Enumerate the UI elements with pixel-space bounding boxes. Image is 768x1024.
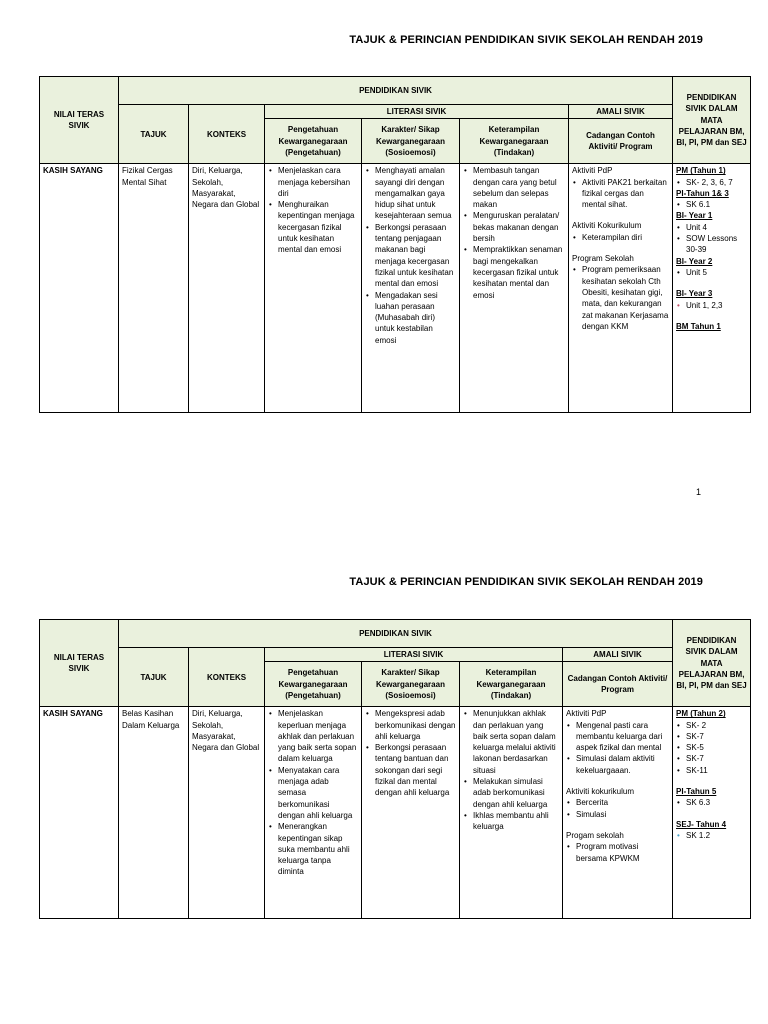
cell-keterampilan bbox=[460, 164, 569, 413]
list-item: • Menghayati amalan sayangi diri dengan mengamalkan gaya hidup sihat untuk kesejahteraan semua bbox=[375, 165, 456, 221]
header-keterampilan: Keterampilan Kewarganegaraan (Tindakan) bbox=[460, 662, 563, 707]
list-item: • Unit 4 bbox=[686, 222, 747, 233]
header-cadangan: Cadangan Contoh Aktiviti/ Program bbox=[569, 119, 673, 164]
list-item: • Keterampilan diri bbox=[582, 232, 669, 243]
list-item: • SK-11 bbox=[686, 765, 747, 776]
cell-mata-pelajaran bbox=[673, 707, 751, 919]
list-item: • Menguruskan peralatan/ bekas makanan dengan bersih bbox=[473, 210, 565, 244]
header-nilai-teras: NILAI TERAS SIVIK bbox=[40, 620, 119, 707]
header-pengetahuan: Pengetahuan Kewarganegaraan (Pengetahuan) bbox=[265, 119, 362, 164]
list-item: • Aktiviti PAK21 berkaitan fizikal cergas dan mental sihat. bbox=[582, 177, 669, 211]
list-item: • Bercerita bbox=[576, 797, 669, 808]
list-item: • Program pemeriksaan kesihatan sekolah Cth Obesiti, kesihatan gigi, mata, dan kekurangan zat makanan Kerjasama dengan KKM bbox=[582, 264, 669, 332]
header-nilai-teras: NILAI TERAS SIVIK bbox=[40, 77, 119, 164]
amali-heading: Aktiviti Kokurikulum bbox=[572, 221, 642, 231]
cell-karakter bbox=[362, 707, 460, 919]
document-title: TAJUK & PERINCIAN PENDIDIKAN SIVIK SEKOLAH RENDAH 2019 bbox=[349, 576, 703, 588]
list-item: • SK- 2 bbox=[686, 720, 747, 731]
cell-tajuk: Belas Kasihan Dalam Keluarga bbox=[119, 707, 189, 919]
subject-heading: BM Tahun 1 bbox=[676, 321, 721, 331]
amali-heading: Program Sekolah bbox=[572, 254, 634, 264]
list-item: • Menghuraikan kepentingan menjaga kecergasan fizikal untuk kesihatan mental dan emosi bbox=[278, 199, 358, 255]
civics-table bbox=[39, 76, 751, 413]
cell-nilai: KASIH SAYANG bbox=[40, 164, 119, 413]
list-item: • Mengekspresi adab berkomunikasi dengan ahli keluarga bbox=[375, 708, 456, 742]
list-item: • SK-5 bbox=[686, 742, 747, 753]
subject-heading: BI- Year 2 bbox=[676, 256, 713, 266]
list-item: • Simulasi dalam aktiviti kekeluargaaan. bbox=[576, 753, 669, 776]
cell-nilai: KASIH SAYANG bbox=[40, 707, 119, 919]
list-item: • Menunjukkan akhlak dan perlakuan yang baik serta sopan dalam keluarga melalui aktiviti lakonan berdasarkan situasi bbox=[473, 708, 559, 776]
list-item: • Ikhlas membantu ahli keluarga bbox=[473, 810, 559, 833]
header-tajuk: TAJUK bbox=[119, 648, 189, 707]
header-pendidikan-sivik: PENDIDIKAN SIVIK bbox=[119, 620, 673, 648]
amali-heading: Progam sekolah bbox=[566, 830, 624, 840]
subject-heading: PM (Tahun 1) bbox=[676, 166, 726, 176]
cell-karakter bbox=[362, 164, 460, 413]
header-karakter: Karakter/ Sikap Kewarganegaraan (Sosioemosi) bbox=[362, 662, 460, 707]
list-item: • Menjelaskan keperluan menjaga akhlak dan perlakuan yang baik serta sopan dalam keluarga bbox=[278, 708, 358, 764]
list-item: • Menjelaskan cara menjaga kebersihan diri bbox=[278, 165, 358, 199]
header-amali-sivik: AMALI SIVIK bbox=[569, 105, 673, 119]
header-pendidikan-dalam-mata-pelajaran: PENDIDIKAN SIVIK DALAM MATA PELAJARAN BM, BI, PI, PM dan SEJ bbox=[673, 77, 751, 164]
list-item: • SK-7 bbox=[686, 753, 747, 764]
header-karakter: Karakter/ Sikap Kewarganegaraan (Sosioemosi) bbox=[362, 119, 460, 164]
list-item: • SK- 2, 3, 6, 7 bbox=[686, 177, 747, 188]
cell-pengetahuan bbox=[265, 707, 362, 919]
header-pengetahuan: Pengetahuan Kewarganegaraan (Pengetahuan) bbox=[265, 662, 362, 707]
cell-tajuk: Fizikal Cergas Mental Sihat bbox=[119, 164, 189, 413]
cell-amali bbox=[569, 164, 673, 413]
amali-heading: Aktiviti PdP bbox=[572, 166, 613, 176]
subject-heading: BI- Year 3 bbox=[676, 289, 713, 299]
header-konteks: KONTEKS bbox=[189, 648, 265, 707]
cell-keterampilan bbox=[460, 707, 563, 919]
amali-heading: Aktiviti kokurikulum bbox=[566, 787, 635, 797]
list-item: • Melakukan simulasi adab berkomunikasi dengan ahli keluarga bbox=[473, 776, 559, 810]
subject-heading: PM (Tahun 2) bbox=[676, 709, 726, 719]
list-item: • Program motivasi bersama KPWKM bbox=[576, 841, 669, 864]
civics-table bbox=[39, 619, 751, 919]
cell-amali bbox=[563, 707, 673, 919]
subject-heading: PI-Tahun 5 bbox=[676, 787, 717, 797]
subject-heading: PI-Tahun 1& 3 bbox=[676, 188, 729, 198]
list-item: • Membasuh tangan dengan cara yang betul sebelum dan selepas makan bbox=[473, 165, 565, 210]
cell-konteks: Diri, Keluarga, Sekolah, Masyarakat, Negara dan Global bbox=[189, 707, 265, 919]
header-literasi-sivik: LITERASI SIVIK bbox=[265, 648, 563, 662]
list-item: • Mengadakan sesi luahan perasaan (Muhasabah diri) untuk kestabilan emosi bbox=[375, 290, 456, 346]
subject-heading: SEJ- Tahun 4 bbox=[676, 819, 727, 829]
list-item: • Menerangkan kepentingan sikap suka membantu ahli keluarga tanpa diminta bbox=[278, 821, 358, 877]
subject-heading: BI- Year 1 bbox=[676, 211, 713, 221]
header-cadangan: Cadangan Contoh Aktiviti/ Program bbox=[563, 662, 673, 707]
list-item: • SK 6.1 bbox=[686, 199, 747, 210]
list-item: • SK 1.2 bbox=[686, 830, 747, 841]
list-item: • Mempraktikkan senaman bagi mengekalkan kecergasan fizikal untuk kesihatan mental dan emosi bbox=[473, 244, 565, 300]
header-pendidikan-sivik: PENDIDIKAN SIVIK bbox=[119, 77, 673, 105]
header-pendidikan-dalam-mata-pelajaran: PENDIDIKAN SIVIK DALAM MATA PELAJARAN BM, BI, PI, PM dan SEJ bbox=[673, 620, 751, 707]
list-item: • Berkongsi perasaan tentang bantuan dan sokongan dari segi fizikal dan mental dengan ahli keluarga bbox=[375, 742, 456, 798]
list-item: • Unit 5 bbox=[686, 267, 747, 278]
list-item: • SK-7 bbox=[686, 731, 747, 742]
list-item: • Mengenal pasti cara membantu keluarga dari aspek fizikal dan mental bbox=[576, 720, 669, 754]
list-item: • Menyatakan cara menjaga adab semasa berkomunikasi dengan ahli keluarga bbox=[278, 765, 358, 821]
list-item: • SK 6.3 bbox=[686, 797, 747, 808]
list-item: • Simulasi bbox=[576, 809, 669, 820]
list-item: • SOW Lessons 30-39 bbox=[686, 233, 747, 256]
page-number: 1 bbox=[696, 487, 702, 497]
cell-pengetahuan bbox=[265, 164, 362, 413]
document-title: TAJUK & PERINCIAN PENDIDIKAN SIVIK SEKOLAH RENDAH 2019 bbox=[349, 34, 703, 46]
list-item: • Berkongsi perasaan tentang penjagaan makanan bagi menjaga kecergasan fizikal untuk kesihatan mental dan emosi bbox=[375, 222, 456, 290]
header-keterampilan: Keterampilan Kewarganegaraan (Tindakan) bbox=[460, 119, 569, 164]
header-konteks: KONTEKS bbox=[189, 105, 265, 164]
cell-mata-pelajaran bbox=[673, 164, 751, 413]
list-item: • Unit 1, 2,3 bbox=[686, 300, 747, 311]
header-amali-sivik: AMALI SIVIK bbox=[563, 648, 673, 662]
header-literasi-sivik: LITERASI SIVIK bbox=[265, 105, 569, 119]
header-tajuk: TAJUK bbox=[119, 105, 189, 164]
cell-konteks: Diri, Keluarga, Sekolah, Masyarakat, Negara dan Global bbox=[189, 164, 265, 413]
amali-heading: Aktiviti PdP bbox=[566, 709, 607, 719]
